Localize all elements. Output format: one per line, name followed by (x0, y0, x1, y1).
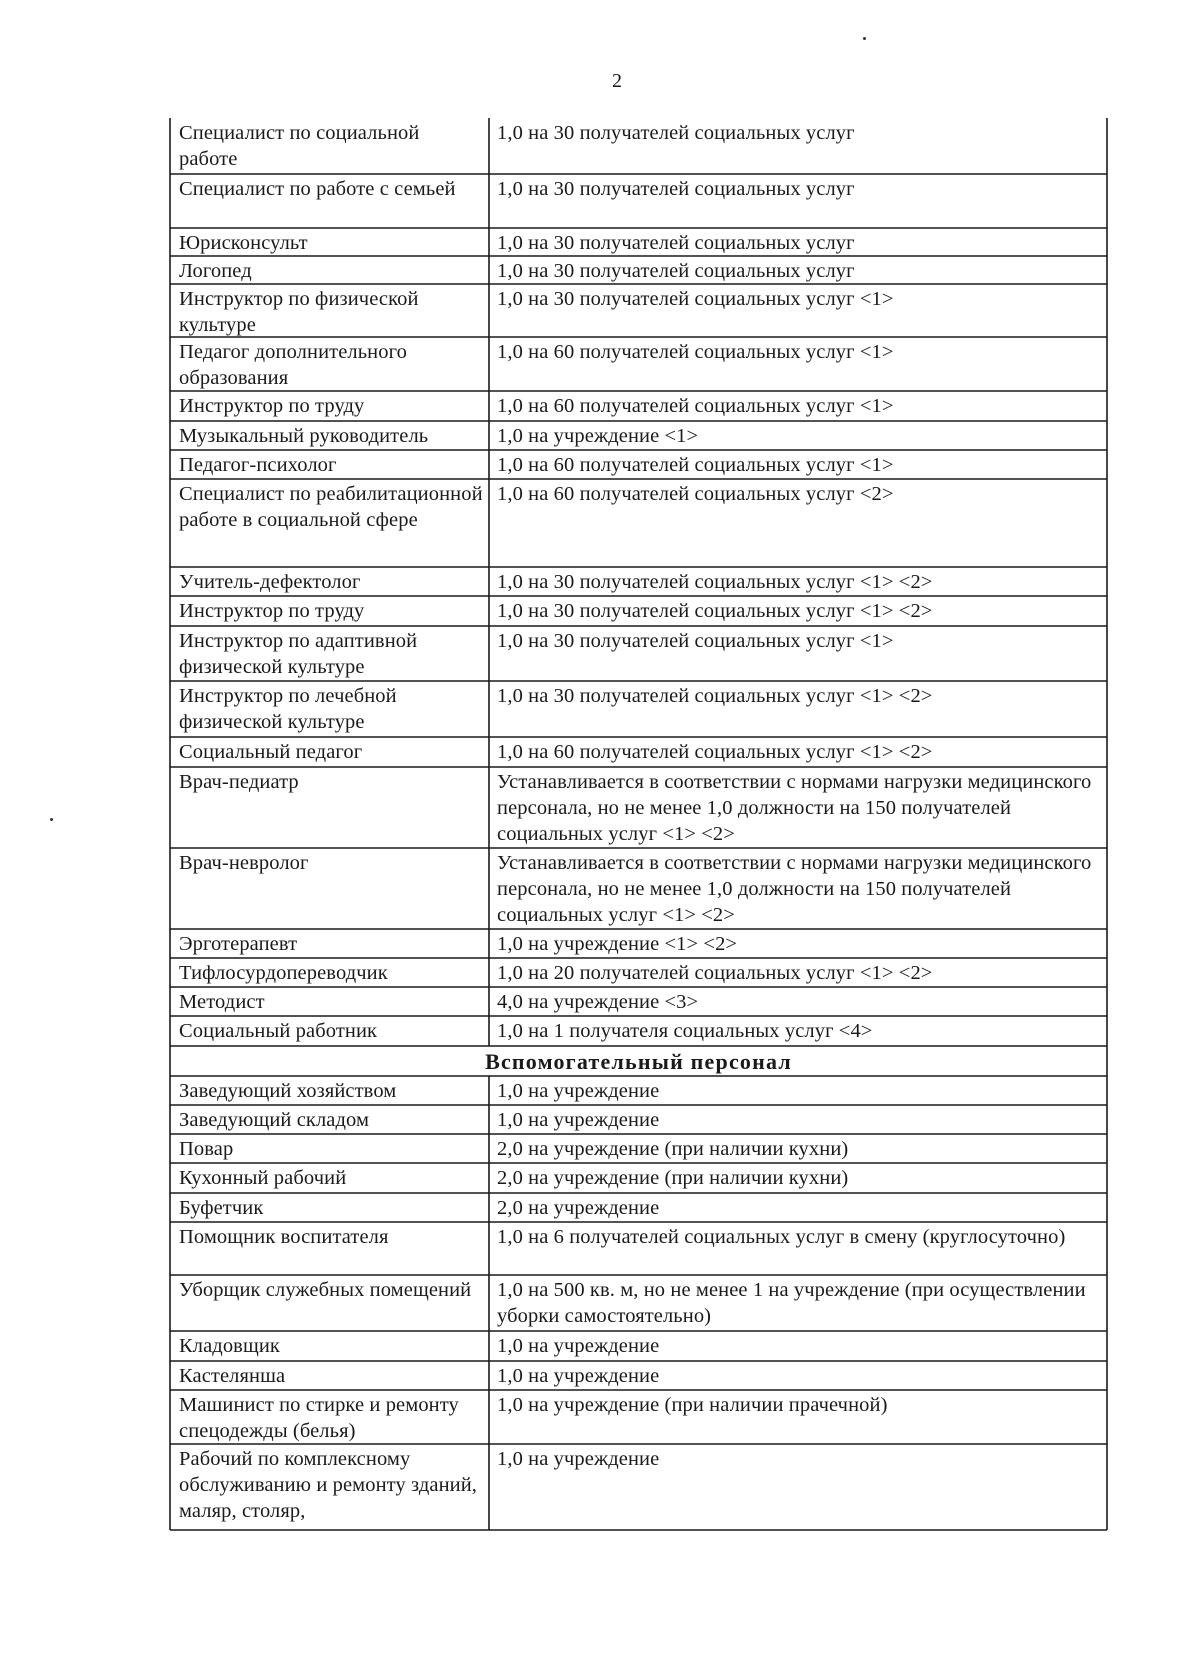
table-row-position: Учитель-дефектолог (179, 571, 361, 593)
support-table-row-position: Кладовщик (179, 1335, 280, 1357)
support-table-row-norm: 1,0 на 500 кв. м, но не менее 1 на учреждение (при осуществлении уборки самостоятельно) (497, 1279, 1086, 1327)
table-row-position: Инструктор по труду (179, 395, 365, 417)
support-table-row-position: Помощник воспитателя (179, 1226, 389, 1248)
table-row-norm: Устанавливается в соответствии с нормами нагрузки медицинского персонала, но не менее 1,0 должности на 150 получателей социальных услуг <1> <2> (497, 771, 1092, 845)
table-row-position: Специалист по работе с семьей (179, 178, 456, 200)
table-row-position: Инструктор по труду (179, 600, 365, 622)
table-row-norm: 1,0 на 30 получателей социальных услуг (497, 260, 855, 282)
table-row-norm: 1,0 на 30 получателей социальных услуг <1> <2> (497, 600, 933, 622)
table-row-norm: 1,0 на 30 получателей социальных услуг (497, 122, 855, 144)
support-table-row-norm: 2,0 на учреждение (при наличии кухни) (497, 1167, 849, 1189)
table-row-position: Музыкальный руководитель (179, 425, 429, 447)
table-row-norm: 4,0 на учреждение <3> (497, 991, 699, 1013)
support-table-row-norm: 2,0 на учреждение (при наличии кухни) (497, 1138, 849, 1160)
table-row-norm: 1,0 на 30 получателей социальных услуг (497, 232, 855, 254)
table-row-norm: 1,0 на 1 получателя социальных услуг <4> (497, 1020, 873, 1042)
table-row-norm: 1,0 на 60 получателей социальных услуг <1> <2> (497, 741, 933, 763)
table-row-norm: Устанавливается в соответствии с нормами нагрузки медицинского персонала, но не менее 1,0 должности на 150 получателей социальных услуг <1> <2> (497, 852, 1092, 926)
table-row-norm: 1,0 на 30 получателей социальных услуг <1> (497, 630, 894, 652)
table-row-norm: 1,0 на учреждение <1> (497, 425, 699, 447)
support-table-row-position: Рабочий по комплексному обслуживанию и ремонту зданий, маляр, столяр, (179, 1448, 478, 1522)
table-row-norm: 1,0 на 20 получателей социальных услуг <1> <2> (497, 962, 933, 984)
support-table-row-norm: 1,0 на учреждение (497, 1335, 660, 1357)
support-table-row-norm: 1,0 на учреждение (497, 1080, 660, 1102)
table-row-position: Педагог-психолог (179, 454, 337, 476)
support-table-row-position: Кастелянша (179, 1365, 286, 1387)
support-table-row-position: Повар (179, 1138, 234, 1160)
table-row-position: Тифлосурдопереводчик (179, 962, 388, 984)
support-table-row-position: Уборщик служебных помещений (179, 1279, 472, 1301)
support-table-row-position: Заведующий складом (179, 1109, 370, 1131)
table-row-position: Методист (179, 991, 265, 1013)
table-row-norm: 1,0 на 30 получателей социальных услуг <1> <2> (497, 571, 933, 593)
table-row-norm: 1,0 на 30 получателей социальных услуг (497, 178, 855, 200)
table-row-position: Специалист по социальной работе (179, 122, 420, 170)
table-row-norm: 1,0 на 60 получателей социальных услуг <2> (497, 483, 894, 505)
table-row-norm: 1,0 на 60 получателей социальных услуг <1> (497, 454, 894, 476)
table-row-norm: 1,0 на 60 получателей социальных услуг <1> (497, 395, 894, 417)
table-row-position: Юрисконсульт (179, 232, 308, 254)
support-table-row-norm: 1,0 на учреждение (497, 1448, 660, 1470)
support-table-row-position: Буфетчик (179, 1197, 264, 1219)
table-row-position: Социальный педагог (179, 741, 363, 763)
support-table-row-position: Заведующий хозяйством (179, 1080, 397, 1102)
support-table-row-norm: 1,0 на учреждение (497, 1365, 660, 1387)
table-row-norm: 1,0 на 30 получателей социальных услуг <1> (497, 288, 894, 310)
support-table-row-norm: 1,0 на учреждение (при наличии прачечной) (497, 1394, 888, 1416)
table-row-norm: 1,0 на 30 получателей социальных услуг <1> <2> (497, 685, 933, 707)
table-row-position: Инструктор по физической культуре (179, 288, 419, 336)
support-table-row-norm: 1,0 на учреждение (497, 1109, 660, 1131)
table-row-position: Логопед (179, 260, 252, 282)
support-table-row-norm: 2,0 на учреждение (497, 1197, 660, 1219)
support-table-row-norm: 1,0 на 6 получателей социальных услуг в смену (круглосуточно) (497, 1226, 1066, 1248)
table-row-position: Врач-педиатр (179, 771, 299, 793)
table-row-position: Специалист по реабилитационной работе в социальной сфере (179, 483, 483, 531)
support-table-row-position: Машинист по стирке и ремонту спецодежды (белья) (179, 1394, 459, 1442)
table-row-position: Эрготерапевт (179, 933, 298, 955)
page-number: 2 (612, 70, 622, 92)
section-heading-support-staff: Вспомогательный персонал (485, 1049, 792, 1074)
table-row-norm: 1,0 на 60 получателей социальных услуг <1> (497, 341, 894, 363)
table-row-position: Врач-невролог (179, 852, 309, 874)
support-table-row-position: Кухонный рабочий (179, 1167, 347, 1189)
table-row-position: Педагог дополнительного образования (179, 341, 407, 389)
table-row-position: Социальный работник (179, 1020, 378, 1042)
table-row-position: Инструктор по адаптивной физической культуре (179, 630, 418, 678)
table-row-norm: 1,0 на учреждение <1> <2> (497, 933, 738, 955)
table-row-position: Инструктор по лечебной физической культуре (179, 685, 397, 733)
